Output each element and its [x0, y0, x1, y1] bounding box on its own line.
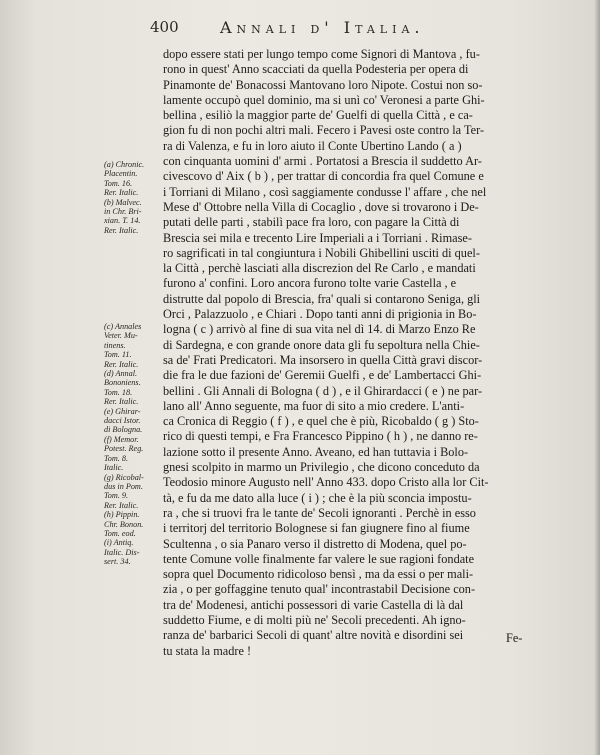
margin-note-line: Tom. 11.: [104, 350, 132, 360]
text-line: Scultenna , o sia Panaro verso il distretto di Modena, quel po-: [163, 536, 467, 551]
text-line: sa de' Frati Predicatori. Ma insorsero in quella Città gravi discor-: [163, 352, 483, 367]
margin-note-line: (g) Ricobal-: [104, 472, 144, 482]
margin-note-line: Tom. eod.: [104, 528, 136, 538]
margin-note-line: Tom. 18.: [104, 387, 133, 397]
text-line: rono in quest' Anno scacciati da quella Podesteria per opera di: [163, 62, 469, 77]
page-number: 400: [150, 18, 179, 36]
margin-note-line: (c) Annales: [104, 322, 142, 331]
text-line: furono a' confini. Loro ancora furono tolte varie Castella , e: [163, 276, 457, 291]
text-line: gion fu di non pochi altri mali. Fecero i Pavesi oste contro la Ter-: [163, 123, 485, 138]
text-line: gnesi scolpito in marmo un Privilegio , che dicono conceduto da: [163, 460, 480, 475]
margin-note-line: di Bologna.: [104, 425, 143, 435]
text-line: zia , o per goffaggine tenuto qual' incontrastabil Decisione con-: [163, 582, 476, 597]
text-line: lano all' Anno seguente, ma fuor di sito a mio credere. L'anti-: [163, 398, 465, 413]
margin-note-line: Tom. 8.: [104, 453, 129, 463]
text-line: suddetto Fiume, e di molti più ne' Secoli precedenti. Ah igno-: [163, 612, 466, 627]
margin-note-line: Rer. Italic.: [104, 188, 139, 198]
margin-note-line: Tom. 16.: [104, 178, 133, 188]
margin-note-line: dacci Istor.: [104, 416, 141, 426]
page-header: [150, 18, 530, 40]
text-line: Teodosio minore Augusto nell' Anno 433. dopo Cristo alla lor Cit-: [163, 475, 489, 490]
margin-note-line: (b) Malvec.: [104, 197, 142, 207]
text-line: tra de' Modenesi, antichi possessori di varie Castella di là dal: [163, 597, 464, 612]
text-line: Pinamonte de' Bonacossi Mantovano loro Nipote. Costui non so-: [163, 77, 483, 92]
margin-note-line: Rer. Italic.: [104, 500, 139, 510]
text-line: Brescia sei mila e trecento Lire Imperiali a i Torriani . Rimase-: [163, 230, 472, 245]
margin-note-line: Rer. Italic.: [104, 225, 139, 235]
margin-note-line: Bononiens.: [104, 378, 141, 388]
text-line: tente Comune volle finalmente far valere le sue ragioni fondate: [163, 551, 475, 566]
text-line: bellina , esiliò la maggior parte de' Guelfi di quella Città , e ca-: [163, 108, 473, 123]
text-line: ra di Valenza, e fu in loro aiuto il Conte Ubertino Lando ( a ): [163, 138, 462, 153]
text-line: dopo essere stati per lungo tempo come Signori di Mantova , fu-: [163, 47, 480, 61]
margin-note-line: Italic.: [104, 463, 124, 473]
text-line: la Città , perchè lasciati alla discrezion del Re Carlo , e mandati: [163, 261, 476, 276]
text-line: logna ( c ) arrivò al fine di sua vita nel dì 14. di Marzo Enzo Re: [163, 322, 476, 337]
margin-note-line: Chr. Bonon.: [104, 519, 144, 529]
text-line: rico di questi tempi, e Fra Francesco Pippino ( h ) , ne danno re-: [163, 429, 478, 444]
margin-note-line: (e) Ghirar-: [104, 406, 141, 416]
text-line: ro sagrificati in tal congiuntura i Nobili Ghibellini usciti di quel-: [163, 245, 480, 260]
text-line: con cinquanta uomini d' armi . Portatosi a Brescia il suddetto Ar-: [163, 154, 482, 169]
text-line: i Torriani di Milano , così saggiamente condusse l' affare , che nel: [163, 184, 487, 199]
margin-note-line: Tom. 9.: [104, 491, 129, 501]
text-line: Orci , Palazzuolo , e Chiari . Dopo tanti anni di prigionia in Bo-: [163, 307, 477, 322]
text-line: lazione sotto il presente Anno. Aveano, ed han tuttavia i Bolo-: [163, 444, 469, 459]
margin-note-line: in Chr. Bri-: [104, 207, 142, 217]
margin-note-line: Italic. Dis-: [104, 547, 140, 557]
page-edge-shadow: [594, 0, 600, 755]
margin-notes-c: [104, 322, 164, 567]
text-line: di Sardegna, e con grande onore data gli fu sepoltura nella Chie-: [163, 337, 480, 352]
running-title: Annali d' Italia.: [220, 18, 425, 37]
text-line: Mese d' Ottobre nella Villa di Cocaglio , dove si trovarono i De-: [163, 199, 479, 214]
margin-notes-a: [104, 160, 164, 235]
margin-note-line: (d) Annal.: [104, 369, 138, 379]
text-line: ra , che si truovi fra le tante de' Secoli ignoranti . Perchè in esso: [163, 505, 476, 520]
text-line: civescovo d' Aix ( b ) , per trattar di concordia fra quel Comune e: [163, 169, 484, 184]
main-text: [163, 47, 543, 659]
text-line: sopra quel Documento ridicoloso bensì , ma da essi o per mali-: [163, 567, 474, 582]
margin-note-line: Placentin.: [104, 169, 138, 179]
margin-note-line: Potest. Reg.: [104, 444, 144, 454]
margin-note-line: sert. 34.: [104, 557, 131, 567]
text-line: distrutte dal popolo di Brescia, fra' quali si contarono Seniga, gli: [163, 291, 481, 306]
text-line: tu stata la madre !: [163, 643, 252, 658]
margin-note-line: (h) Pippin.: [104, 510, 140, 520]
margin-note-line: dus in Pom.: [104, 481, 143, 491]
text-line: bellini . Gli Annali di Bologna ( d ) , e il Ghirardacci ( e ) ne par-: [163, 383, 483, 398]
margin-note-line: (i) Antiq.: [104, 538, 134, 548]
margin-note-line: Veter. Mu-: [104, 331, 138, 341]
text-line: die fra le due fazioni de' Geremii Guelfi , e de' Lambertacci Ghi-: [163, 368, 482, 383]
margin-note-line: tinens.: [104, 340, 126, 350]
margin-note-line: Rer. Italic.: [104, 359, 139, 369]
margin-note-line: xian. T. 14.: [104, 216, 141, 226]
text-line: ranza de' barbarici Secoli di quant' altre novità e disordini sei: [163, 628, 464, 643]
margin-note-line: (f) Memor.: [104, 434, 139, 444]
text-line: tà, e fu da me dato alla luce ( i ) ; che è la più sconcia impostu-: [163, 490, 472, 505]
text-line: lamente occupò quel dominio, ma si unì co' Veronesi a parte Ghi-: [163, 92, 485, 107]
catchword: Fe-: [506, 631, 523, 645]
text-line: i territorj del territorio Bolognese si fan giugnere fino al fiume: [163, 521, 470, 536]
margin-note-line: Rer. Italic.: [104, 397, 139, 407]
text-line: ca Cronica di Reggio ( f ) , e quel che è più, Ricobaldo ( g ) Sto-: [163, 414, 479, 429]
margin-note-line: (a) Chronic.: [104, 160, 145, 169]
text-line: putati delle parti , stabilì pace fra loro, con pagare la Città di: [163, 215, 460, 230]
